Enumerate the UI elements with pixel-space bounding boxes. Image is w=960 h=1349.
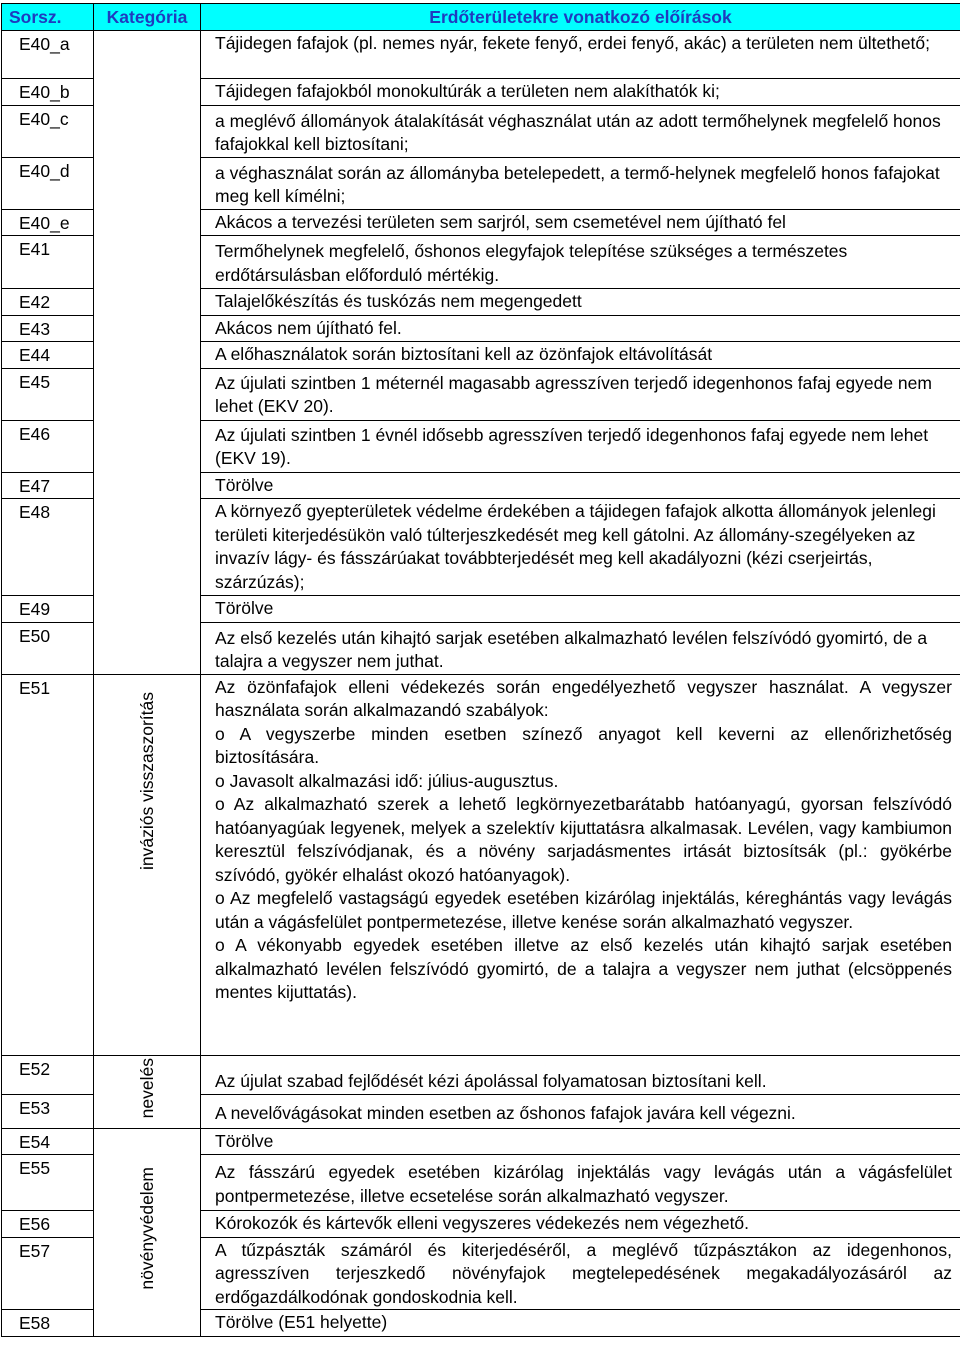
row-code: E44: [2, 342, 94, 369]
row-text: Tájidegen fafajokból monokultúrák a területen nem alakíthatók ki;: [201, 79, 960, 106]
row-code: E58: [2, 1310, 94, 1337]
row-text: Tájidegen fafajok (pl. nemes nyár, fekete fenyő, erdei fenyő, akác) a területen nem ültethető;: [201, 31, 960, 79]
row-text: Törölve (E51 helyette): [201, 1310, 960, 1337]
e51-paragraph: o Javasolt alkalmazási idő: július-augusztus.: [215, 770, 952, 794]
row-text: Az újulat szabad fejlődését kézi ápolással folyamatosan biztosítani kell.: [201, 1055, 960, 1094]
row-text: Az újulati szintben 1 évnél idősebb agresszíven terjedő idegenhonos fafaj egyede nem lehet (EKV 19).: [201, 420, 960, 472]
row-code: E48: [2, 499, 94, 596]
row-text: Az első kezelés után kihajtó sarjak esetében alkalmazható levélen felszívódó gyomirtó, de a talajra a vegyszer nem juthat.: [201, 622, 960, 674]
header-eloirasok: Erdőterületekre vonatkozó előírások: [201, 4, 960, 31]
row-text: a véghasználat során az állományba betelepedett, a termő-helynek megfelelő honos fafajokat meg kell kímélni;: [201, 157, 960, 209]
category-label: inváziós visszaszorítás: [137, 692, 157, 870]
row-text-e51: [201, 674, 960, 1055]
table-row: [2, 674, 960, 1055]
row-text: A környező gyepterületek védelme érdekében a tájidegen fafajok alkotta állományok jelenlegi területi kiterjedésükön való túlterjeszkedését meg kell gátolni. Az állomány-szegélyeken az invazív lágy- és fásszárúakat továbbterjedését meg kell akadályozni (kézi cserjeirtás, szárzúzás);: [201, 499, 960, 596]
row-code: E53: [2, 1094, 94, 1128]
e51-paragraph: o Az megfelelő vastagságú egyedek esetében kizárólag injektálás, kéreghántás vagy levágás után a vágásfelület pontpermetezése, illetve kenése során alkalmazható vegyszer.: [215, 887, 952, 934]
row-code: E56: [2, 1211, 94, 1238]
row-code: E40_c: [2, 105, 94, 157]
row-code: E45: [2, 368, 94, 420]
row-code: E40_b: [2, 79, 94, 106]
row-code: E46: [2, 420, 94, 472]
row-text: A tűzpászták számáról és kiterjedéséről, a meglévő tűzpásztákon az idegenhonos, agresszíven terjeszkedő növényfajok megtelepedésének megakadályozásáról az erdőgazdálkodónak gondoskodnia kell.: [201, 1237, 960, 1310]
row-code: E55: [2, 1155, 94, 1211]
category-novenyvedelem: [94, 1128, 201, 1336]
row-text: Akácos nem újítható fel.: [201, 315, 960, 342]
e51-paragraph: o A vékonyabb egyedek esetében illetve az első kezelés után kihajtó sarjak esetében alkalmazható levélen felszívódó gyomirtó, de a talajra a vegyszer nem juthat (elcsöppenés mentes kijuttatás).: [215, 934, 952, 1005]
row-text: Talajelőkészítás és tuskózás nem megengedett: [201, 289, 960, 316]
category-neveles: [94, 1055, 201, 1128]
e51-paragraph: o A vegyszerbe minden esetben színező anyagot kell keverni az ellenőrizhetőség biztosítására.: [215, 723, 952, 770]
row-code: E51: [2, 674, 94, 1055]
row-code: E49: [2, 596, 94, 623]
row-text: Termőhelynek megfelelő, őshonos elegyfajok telepítése szükséges a természetes erdőtársulásban előforduló mértékig.: [201, 236, 960, 289]
row-text: a meglévő állományok átalakítását véghasználat után az adott termőhelynek megfelelő honos fafajokkal kell biztosítani;: [201, 105, 960, 157]
header-sorsz: Sorsz.: [2, 4, 94, 31]
row-text: Törölve: [201, 1128, 960, 1155]
row-text: Kórokozók és kártevők elleni vegyszeres védekezés nem végezhető.: [201, 1211, 960, 1238]
row-code: E43: [2, 315, 94, 342]
e51-paragraph: o Az alkalmazható szerek a lehető legkörnyezetbarátabb hatóanyagú, gyorsan felszívódó hatóanyagúak legyenek, melyek a szelektív kijuttatásra alkalmasak. Levélen, vagy kambiumon keresztül felszívódjanak, és a növény sarjadásmentes irtását biztosítsák (pl.: gyökérbe szívódó, gyökér elhalást okozó hatóanyagok).: [215, 793, 952, 887]
regulations-table: [1, 3, 960, 1337]
e51-paragraph: Az özönfafajok elleni védekezés során engedélyezhető vegyszer használat. A vegyszer használata során alkalmazandó szabályok:: [215, 676, 952, 723]
row-text: A előhasználatok során biztosítani kell az özönfajok eltávolítását: [201, 342, 960, 369]
row-code: E40_e: [2, 209, 94, 236]
row-code: E42: [2, 289, 94, 316]
table-row: [2, 31, 960, 79]
row-code: E52: [2, 1055, 94, 1094]
category-label: nevelés: [137, 1058, 157, 1118]
table-row: [2, 1128, 960, 1155]
category-label: növényvédelem: [137, 1167, 157, 1290]
row-code: E54: [2, 1128, 94, 1155]
row-text: Az újulati szintben 1 méternél magasabb agresszíven terjedő idegenhonos fafaj egyede nem lehet (EKV 20).: [201, 368, 960, 420]
row-text: Akácos a tervezési területen sem sarjról, sem csemetével nem újítható fel: [201, 209, 960, 236]
category-invazios: [94, 674, 201, 1055]
row-text: A nevelővágásokat minden esetben az őshonos fafajok javára kell végezni.: [201, 1094, 960, 1128]
header-row: [2, 4, 960, 31]
row-code: E41: [2, 236, 94, 289]
row-code: E40_a: [2, 31, 94, 79]
row-text: Törölve: [201, 596, 960, 623]
category-empty: [94, 31, 201, 675]
row-code: E47: [2, 472, 94, 499]
table-row: [2, 1055, 960, 1094]
row-code: E57: [2, 1237, 94, 1310]
row-text: Az fásszárú egyedek esetében kizárólag injektálás vagy levágás után a vágásfelület pontpermetezése, illetve ecsetelése során alkalmazható vegyszer.: [201, 1155, 960, 1211]
row-code: E40_d: [2, 157, 94, 209]
row-code: E50: [2, 622, 94, 674]
header-kategoria: Kategória: [94, 4, 201, 31]
row-text: Törölve: [201, 472, 960, 499]
